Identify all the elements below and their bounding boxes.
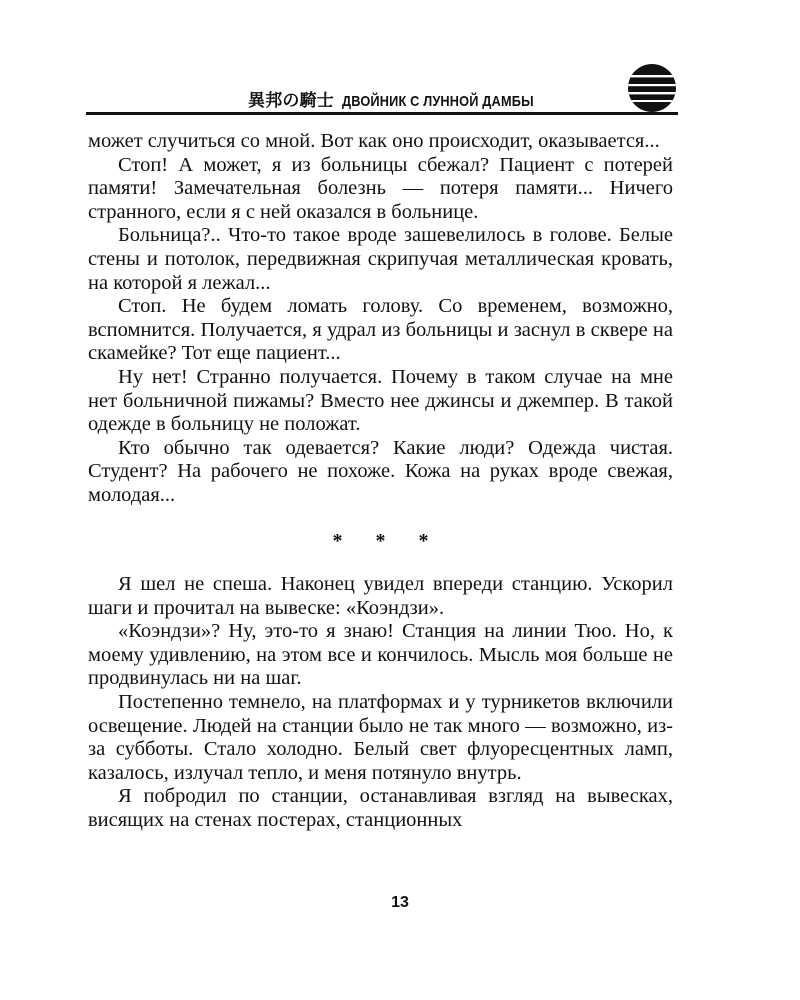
moon-emblem-icon bbox=[626, 62, 678, 114]
paragraph-9: Постепенно темнело, на платформах и у турникетов включили освещение. Людей на станции было не так много — возможно, из-за субботы. Стало холодно. Белый свет флуоресцентных ламп, казалось, излучал тепло, и меня потянуло внутрь. bbox=[88, 691, 673, 784]
paragraph-8: «Коэндзи»? Ну, это-то я знаю! Станция на линии Тюо. Но, к моему удивлению, на этом все и кончилось. Мысль моя больше не продвинулась ни на шаг. bbox=[88, 620, 673, 690]
paragraph-7: Я шел не спеша. Наконец увидел впереди станцию. Ускорил шаги и прочитал на вывеске: «Коэндзи». bbox=[88, 573, 673, 619]
running-title-russian: ДВОЙНИК С ЛУННОЙ ДАМБЫ bbox=[342, 93, 534, 110]
paragraph-1: может случиться со мной. Вот как оно происходит, оказывается... bbox=[88, 130, 660, 152]
header-rule bbox=[86, 112, 678, 115]
paragraph-10: Я побродил по станции, останавливая взгляд на вывесках, висящих на стенах постерах, станционных bbox=[88, 785, 673, 832]
section-separator: * * * bbox=[332, 529, 443, 552]
page-body-text bbox=[88, 130, 673, 833]
page-number: 13 bbox=[391, 894, 409, 911]
running-header bbox=[86, 62, 676, 122]
paragraph-6: Кто обычно так одевается? Какие люди? Одежда чистая. Студент? На рабочего не похоже. Кожа на руках вроде свежая, молодая... bbox=[88, 436, 673, 506]
paragraph-2: Стоп! А может, я из больницы сбежал? Пациент с потерей памяти! Замечательная болезнь — потеря памяти... Ничего странного, если я с ней оказался в больнице. bbox=[88, 153, 673, 223]
paragraph-3: Больница?.. Что-то такое вроде зашевелилось в голове. Белые стены и потолок, передвижная скрипучая металлическая кровать, на которой я лежал... bbox=[88, 224, 673, 294]
running-title-japanese: 異邦の騎士 bbox=[248, 91, 334, 111]
paragraph-5: Ну нет! Странно получается. Почему в таком случае на мне нет больничной пижамы? Вместо нее джинсы и джемпер. В такой одежде в больницу не положат. bbox=[88, 365, 673, 436]
paragraph-4: Стоп. Не будем ломать голову. Со временем, возможно, вспомнится. Получается, я удрал из больницы и заснул в сквере на скамейке? Тот еще пациент... bbox=[88, 295, 673, 365]
running-title bbox=[248, 86, 568, 111]
